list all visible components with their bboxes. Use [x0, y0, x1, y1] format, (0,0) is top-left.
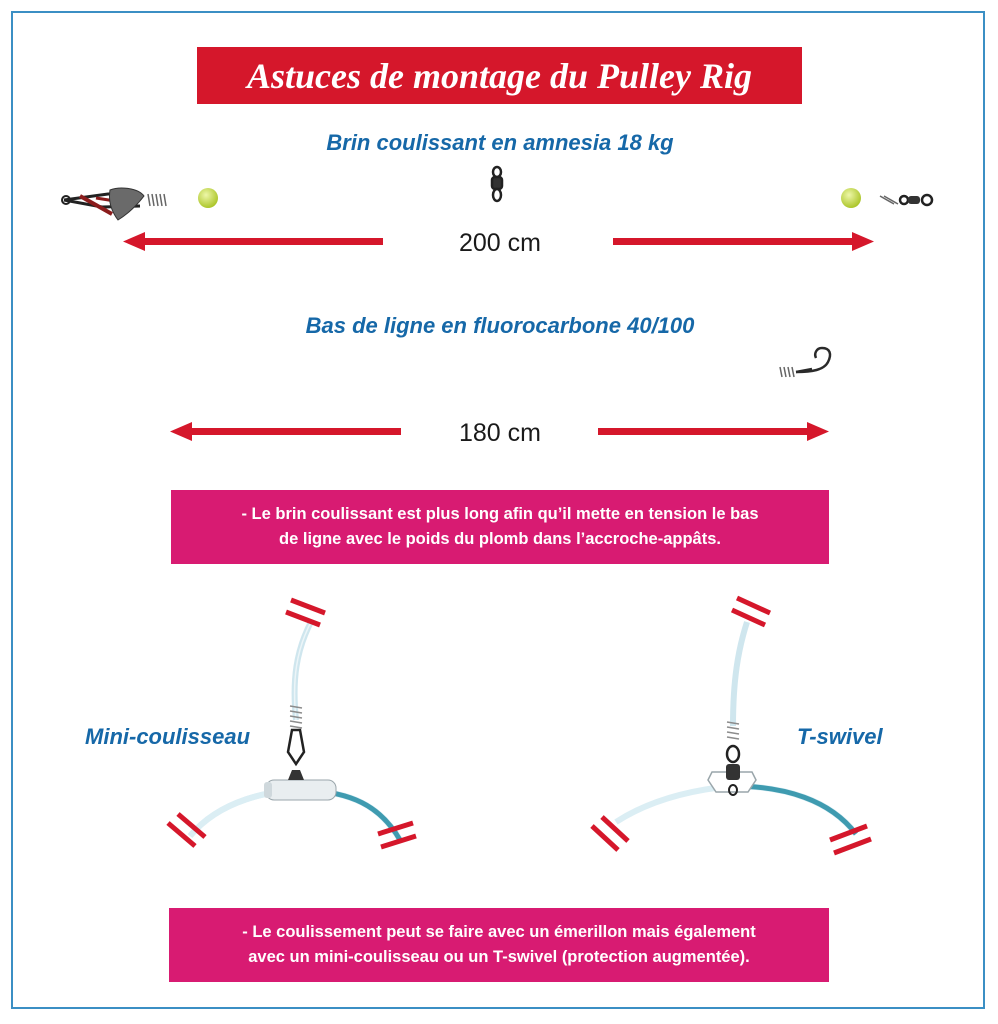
hook-icon [796, 348, 830, 372]
leader-heading: Bas de ligne en fluorocarbone 40/100 [305, 313, 695, 338]
note-box-1 [171, 490, 829, 564]
length-arrow-leader [170, 422, 829, 441]
note-2-line-1: - Le coulissement peut se faire avec un émerillon mais également [242, 923, 756, 941]
top-line-heading: Brin coulissant en amnesia 18 kg [326, 130, 674, 155]
top-length-label: 200 cm [459, 229, 541, 257]
sliding-swivel-icon [492, 167, 502, 201]
note-box-2 [169, 908, 829, 982]
leader-line [163, 367, 794, 377]
length-arrow-top [123, 232, 874, 251]
leader-length-label: 180 cm [459, 419, 541, 447]
note-1-line-1: - Le brin coulissant est plus long afin qu’il mette en tension le bas [241, 505, 759, 523]
mini-coulisseau-label: Mini-coulisseau [85, 724, 251, 749]
running-line [150, 199, 900, 200]
title: Astuces de montage du Pulley Rig [246, 55, 752, 96]
bead-right [841, 188, 861, 208]
note-1-line-2: de ligne avec le poids du plomb dans l’accroche-appâts. [279, 530, 721, 548]
end-swivel-icon [880, 195, 932, 205]
bait-clip-icon [62, 188, 144, 220]
note-2-line-2: avec un mini-coulisseau ou un T-swivel (protection augmentée). [248, 948, 750, 966]
bead-left [198, 188, 218, 208]
t-swivel-label: T-swivel [797, 724, 883, 749]
